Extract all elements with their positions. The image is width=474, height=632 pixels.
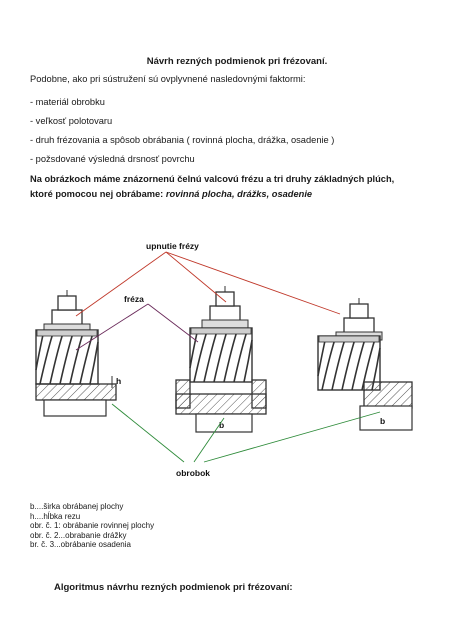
surface-types-emphasis: rovinná plocha, drážks, osadenie [165, 189, 313, 199]
figure-3-shoulder [318, 298, 412, 430]
factor-item: - veľkosť polotovaru [30, 116, 113, 126]
factor-item: - materiál obrobku [30, 97, 105, 107]
clamp-label: upnutie frézy [146, 241, 199, 251]
legend-item: obr. č. 2...obrabanie drážky [30, 530, 127, 540]
figure-1-plane-surface [36, 290, 121, 416]
cutter-label: fréza [124, 294, 144, 304]
page-title: Návrh rezných podmienok pri frézovaní. [146, 56, 328, 67]
factor-item: - druh frézovania a spôsob obrábania ( rovinná plocha, drážka, osadenie ) [30, 135, 335, 145]
figure-2-slot [176, 286, 266, 432]
description-line-2-text: ktoré pomocou nej obrábame: [30, 189, 166, 199]
factor-item: - požsdované výsledná drsnosť povrchu [30, 154, 195, 164]
workpiece-label: obrobok [176, 468, 210, 478]
legend-item: h....hĺbka rezu [30, 511, 81, 521]
width-letter-b: b [219, 420, 225, 430]
width-letter-b: b [380, 416, 386, 426]
milling-figure [0, 232, 474, 494]
description-line-1: Na obrázkoch máme znázornenú čelnú valcovú frézu a tri druhy základných plúch, [30, 174, 395, 184]
depth-letter-h: h [116, 376, 122, 386]
legend-item: br. č. 3...obrábanie osadenia [30, 540, 131, 550]
intro-paragraph: Podobne, ako pri sústružení sú ovplyvnené nasledovnými faktormi: [30, 74, 306, 84]
legend-item: b....širka obrábanej plochy [30, 502, 124, 511]
figure-legend [30, 502, 154, 550]
legend-item: obr. č. 1: obrábanie rovinnej plochy [30, 521, 155, 531]
algorithm-heading: Algoritmus návrhu rezných podmienok pri frézovaní: [54, 582, 293, 593]
description-line-2 [30, 188, 312, 201]
